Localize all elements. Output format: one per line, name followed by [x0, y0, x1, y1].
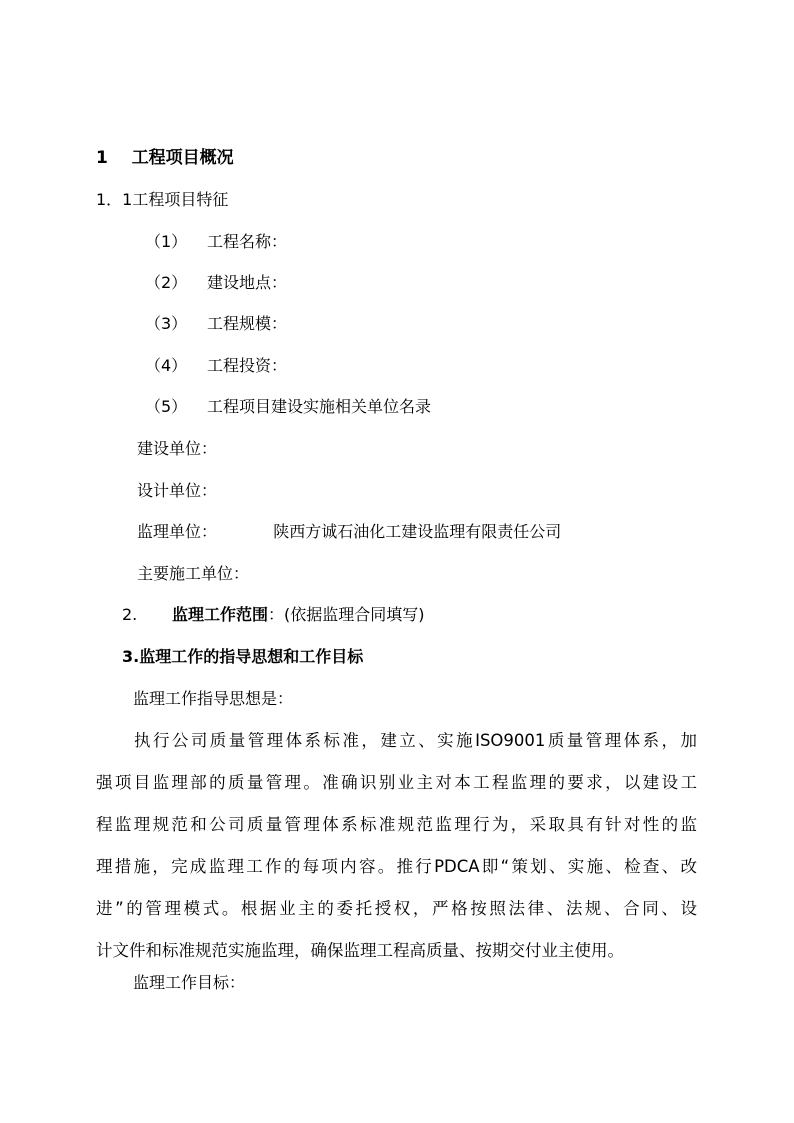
item-label: 工程名称：: [207, 232, 288, 251]
main-contractor-label: 主要施工单位：: [137, 564, 250, 583]
guiding-line-4: 理措施，完成监理工作的每项内容。推行PDCA即“策划、实施、检查、改: [96, 857, 697, 876]
item-number: （2）: [145, 273, 188, 292]
supervision-unit-value: 陕西方诚石油化工建设监理有限责任公司: [273, 522, 562, 541]
item-5: [145, 397, 431, 417]
design-unit-label: 设计单位：: [137, 481, 218, 500]
section-2-note: ：(依据监理合同填写): [268, 605, 425, 624]
guiding-line-1: 执行公司质量管理体系标准，建立、实施ISO9001质量管理体系，加: [134, 731, 697, 750]
item-label: 工程项目建设实施相关单位名录: [207, 397, 432, 416]
item-number: （5）: [145, 397, 188, 416]
item-label: 工程投资：: [207, 356, 288, 375]
section-1-heading: [96, 148, 234, 168]
goal-heading: 监理工作目标：: [133, 973, 246, 992]
section-3-title: 监理工作的指导思想和工作目标: [139, 647, 364, 666]
guiding-line-2: 强项目监理部的质量管理。准确识别业主对本工程监理的要求，以建设工: [96, 773, 697, 792]
guiding-line-6: 计文件和标准规范实施监理，确保监理工程高质量、按期交付业主使用。: [96, 941, 624, 960]
item-2: [145, 273, 287, 293]
item-label: 工程规模：: [207, 314, 288, 333]
supervision-unit-row: [137, 522, 561, 542]
section-1-1-heading: 1．1工程项目特征: [96, 190, 229, 209]
section-1-number: 1: [96, 148, 108, 168]
supervision-unit-label: 监理单位：: [137, 522, 218, 541]
guiding-heading: 监理工作指导思想是：: [133, 689, 294, 708]
item-1: [145, 232, 287, 252]
item-number: （3）: [145, 314, 188, 333]
guiding-line-3: 程监理规范和公司质量管理体系标准规范监理行为，采取具有针对性的监: [96, 815, 697, 834]
section-3-heading: [122, 647, 363, 667]
section-3-number: 3.: [122, 647, 140, 666]
item-number: （1）: [145, 232, 188, 251]
section-1-title: 工程项目概况: [131, 148, 234, 168]
section-2-title: 监理工作范围: [172, 605, 269, 624]
item-4: [145, 356, 287, 376]
guiding-line-5: 进”的管理模式。根据业主的委托授权，严格按照法律、法规、合同、设: [96, 899, 697, 918]
item-3: [145, 314, 287, 334]
section-2-number: 2.: [122, 605, 138, 624]
construction-unit-label: 建设单位：: [137, 439, 218, 458]
item-number: （4）: [145, 356, 188, 375]
section-2-heading: [122, 605, 425, 625]
item-label: 建设地点：: [207, 273, 288, 292]
